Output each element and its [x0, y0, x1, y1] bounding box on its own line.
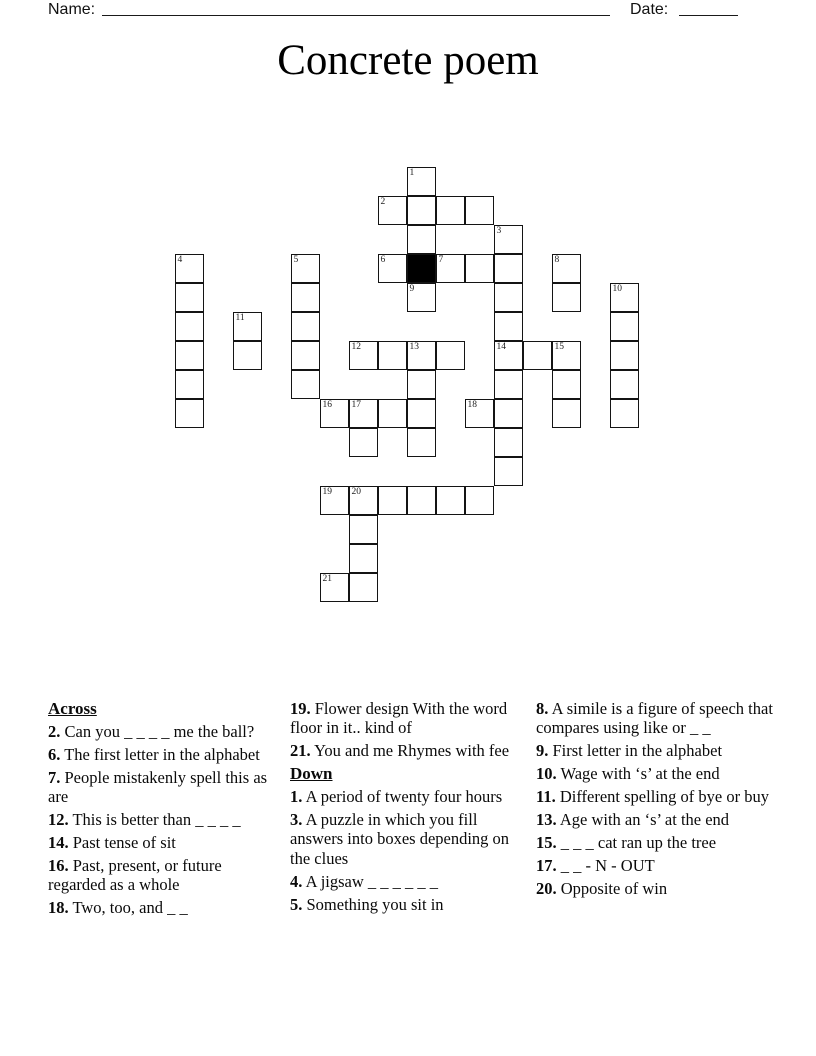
cell-number: 6	[380, 254, 386, 265]
clue-16: 16. Past, present, or future regarded as a whole	[48, 855, 222, 895]
clue-number: 8.	[536, 699, 549, 718]
clue-2: 2. Can you _ _ _ _ me the ball?	[48, 721, 255, 741]
grid-cell[interactable]	[349, 573, 378, 602]
grid-cell[interactable]	[436, 196, 465, 225]
grid-cell[interactable]	[407, 399, 436, 428]
grid-cell[interactable]	[175, 283, 204, 312]
grid-cell[interactable]	[465, 399, 494, 428]
grid-cell[interactable]	[552, 341, 581, 370]
clue-number: 13.	[536, 810, 557, 830]
grid-cell[interactable]	[610, 399, 639, 428]
clue-5: 5. Something you sit in	[290, 894, 444, 914]
grid-cell[interactable]	[175, 312, 204, 341]
page-title: Concrete poem	[277, 37, 539, 84]
clue-number: 16.	[48, 855, 69, 875]
clue-7: 7. People mistakenly spell this as are	[48, 767, 268, 807]
grid-cell[interactable]	[407, 370, 436, 399]
clue-number: 5.	[290, 894, 303, 914]
clue-20: 20. Opposite of win	[536, 878, 668, 898]
grid-cell[interactable]	[349, 515, 378, 544]
cell-number: 20	[351, 486, 361, 497]
grid-cell[interactable]	[494, 225, 523, 254]
clue-18: 18. Two, too, and _ _	[48, 898, 188, 918]
clue-column-2	[290, 699, 529, 918]
grid-cell[interactable]	[320, 573, 349, 602]
name-blank-line[interactable]	[102, 0, 610, 16]
clue-number: 19.	[290, 699, 311, 718]
grid-cell[interactable]	[610, 312, 639, 341]
clue-number: 18.	[48, 898, 69, 918]
cell-number: 7	[438, 254, 444, 265]
name-label: Name:	[48, 1, 96, 18]
cell-number: 21	[322, 573, 332, 584]
grid-cell[interactable]	[407, 167, 436, 196]
clue-3: 3. A puzzle in which you fill answers into boxes depending on the clues	[290, 810, 510, 868]
clue-6: 6. The first letter in the alphabet	[48, 744, 260, 764]
clue-number: 3.	[290, 810, 303, 830]
grid-cell[interactable]	[175, 254, 204, 283]
clues-header-across: Across	[48, 699, 97, 718]
grid-cell[interactable]	[610, 283, 639, 312]
cell-number: 12	[351, 341, 361, 352]
clue-number: 11.	[536, 787, 556, 807]
cell-number: 17	[351, 399, 361, 410]
grid-cell[interactable]	[233, 341, 262, 370]
grid-cell[interactable]	[465, 196, 494, 225]
cell-number: 14	[496, 341, 506, 352]
grid-cell[interactable]	[349, 428, 378, 457]
clue-column-1	[48, 699, 278, 921]
grid-cell[interactable]	[349, 544, 378, 573]
grid-cell[interactable]	[523, 341, 552, 370]
grid-cell[interactable]	[552, 399, 581, 428]
grid-cell[interactable]	[494, 341, 523, 370]
cell-number: 18	[467, 399, 477, 410]
clue-number: 21.	[290, 741, 311, 761]
grid-cell[interactable]	[378, 341, 407, 370]
grid-cell[interactable]	[407, 196, 436, 225]
clue-number: 1.	[290, 787, 303, 807]
grid-cell[interactable]	[494, 428, 523, 457]
grid-cell[interactable]	[436, 341, 465, 370]
grid-cell[interactable]	[610, 341, 639, 370]
grid-cell[interactable]	[175, 399, 204, 428]
grid-cell[interactable]	[378, 196, 407, 225]
grid-cell[interactable]	[465, 254, 494, 283]
grid-cell[interactable]	[407, 283, 436, 312]
clue-12: 12. This is better than _ _ _ _	[48, 810, 241, 830]
grid-cell[interactable]	[378, 399, 407, 428]
grid-cell[interactable]	[494, 457, 523, 486]
clue-number: 7.	[48, 767, 61, 787]
clue-number: 2.	[48, 721, 61, 741]
grid-cell[interactable]	[610, 370, 639, 399]
grid-cell[interactable]	[349, 399, 378, 428]
grid-cell[interactable]	[552, 370, 581, 399]
date-label: Date:	[630, 1, 669, 18]
clue-11: 11. Different spelling of bye or buy	[536, 787, 769, 807]
clue-1: 1. A period of twenty four hours	[290, 787, 503, 807]
clue-column-3	[536, 699, 776, 902]
clue-number: 17.	[536, 855, 557, 875]
clue-10: 10. Wage with ‘s’ at the end	[536, 764, 720, 784]
cell-number: 16	[322, 399, 332, 410]
clue-8: 8. A simile is a figure of speech that compares using like or _ _	[536, 699, 773, 738]
clue-number: 14.	[48, 832, 69, 852]
grid-cell[interactable]	[465, 486, 494, 515]
clue-number: 12.	[48, 810, 69, 830]
grid-cell[interactable]	[494, 312, 523, 341]
grid-cell[interactable]	[233, 312, 262, 341]
cell-number: 5	[293, 254, 299, 265]
cell-number: 2	[380, 196, 386, 207]
clue-19: 19. Flower design With the word floor in it.. kind of	[290, 699, 508, 738]
grid-cell[interactable]	[436, 486, 465, 515]
grid-cell[interactable]	[494, 283, 523, 312]
grid-cell[interactable]	[378, 486, 407, 515]
grid-cell[interactable]	[320, 486, 349, 515]
grid-cell[interactable]	[175, 370, 204, 399]
clue-number: 6.	[48, 744, 61, 764]
clue-17: 17. _ _ - N - OUT	[536, 855, 655, 875]
grid-cell[interactable]	[291, 283, 320, 312]
grid-cell[interactable]	[378, 254, 407, 283]
grid-cell[interactable]	[320, 399, 349, 428]
grid-cell[interactable]	[407, 428, 436, 457]
crossword-grid	[175, 167, 640, 603]
clue-number: 4.	[290, 871, 303, 891]
cell-number: 1	[409, 167, 415, 178]
clues-header-down: Down	[290, 764, 333, 784]
grid-cell[interactable]	[291, 312, 320, 341]
grid-cell[interactable]	[494, 254, 523, 283]
clue-21: 21. You and me Rhymes with fee	[290, 741, 510, 761]
cell-number: 13	[409, 341, 419, 352]
cell-number: 10	[612, 283, 622, 294]
grid-cell[interactable]	[407, 486, 436, 515]
date-blank-line[interactable]	[679, 0, 738, 16]
clue-number: 9.	[536, 741, 549, 761]
cell-number: 9	[409, 283, 415, 294]
clue-9: 9. First letter in the alphabet	[536, 741, 723, 761]
clue-number: 15.	[536, 832, 557, 852]
grid-cell-black	[407, 254, 436, 283]
cell-number: 11	[235, 312, 245, 323]
clue-number: 10.	[536, 764, 557, 784]
clue-15: 15. _ _ _ cat ran up the tree	[536, 832, 717, 852]
grid-cell[interactable]	[291, 370, 320, 399]
grid-cell[interactable]	[349, 341, 378, 370]
grid-cell[interactable]	[494, 370, 523, 399]
cell-number: 4	[177, 254, 183, 265]
clue-4: 4. A jigsaw _ _ _ _ _ _	[290, 871, 439, 891]
grid-cell[interactable]	[494, 399, 523, 428]
grid-cell[interactable]	[552, 283, 581, 312]
grid-cell[interactable]	[349, 486, 378, 515]
grid-cell[interactable]	[436, 254, 465, 283]
cell-number: 3	[496, 225, 502, 236]
grid-cell[interactable]	[291, 341, 320, 370]
cell-number: 15	[554, 341, 564, 352]
cell-number: 8	[554, 254, 560, 265]
grid-cell[interactable]	[175, 341, 204, 370]
clue-13: 13. Age with an ‘s’ at the end	[536, 810, 730, 830]
cell-number: 19	[322, 486, 332, 497]
clue-14: 14. Past tense of sit	[48, 832, 176, 852]
clue-number: 20.	[536, 878, 557, 898]
grid-cell[interactable]	[407, 341, 436, 370]
grid-cell[interactable]	[291, 254, 320, 283]
grid-cell[interactable]	[407, 225, 436, 254]
grid-cell[interactable]	[552, 254, 581, 283]
